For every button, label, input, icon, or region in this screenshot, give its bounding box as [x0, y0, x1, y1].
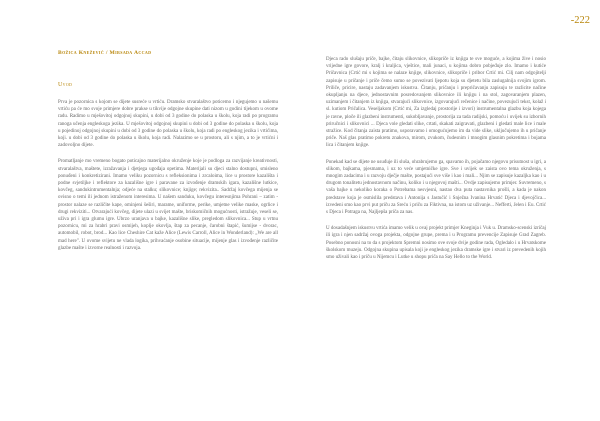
right-column: [326, 56, 546, 267]
paragraph: Prva je pozornica s kojom se dijete susreće u vrtiću. Dramsko stvaralaštvo poticemo i njegujemo u našemu vrtiću pa će mo svoje primjere dobre prakse u tikvije odgojne skupine dati nizom u godini tijekom u ovome radu. Radimo u mješovitoj odgojnoj skupini, u dobi od 3 godine do polaska u školu, koja radi po programu ranoga učenja engleskoga jezika. U mješovitoj odgojnoj skupini u dobi od 3 godine do polaska u školu, koja u pojedinoj odgojnoj skupini u dobi od 3 godine do polaska u školu, koja radi po engleskog jezika i vrtićima, koji. u dobi od 3 godine do polaska u školu, koja radi. Nalazimo se u prostoru, ali s njim, a to je vrtićni i zadovoljno dijete.: [58, 100, 278, 149]
authors-header: Božica Knežević / Mirsada Accad: [58, 50, 152, 56]
left-column: [58, 99, 278, 258]
page-number: -222: [570, 15, 590, 26]
paragraph: Djeca rado slušaju priče, bajke, čitaju slikovnice, slikopriče iz knjiga te sve moguće, a kojima žive i nosio vrijedne igre govore, kralj i kraljica, vještice, mali junaci, u kojima dobro pobjeđuje zlo. Imamo i kutiće Pričavnica (Crtić mi s kojima se nalaze knjige, slikovnice, slikopriče i pribor Crtić mi. Cilj nam odgojitelji zapisuje u pričanje i priče čemo sumo se povezivati ljepotu koja su djetetu bila zaslugalnija svojim igrom. Priliče, pricire, nastaju zadavanjem iskustva. Čitanju, pričanju i prepričavanju zapisuju te razlicite načine okupljanju na djece, jednostavnim posredovanjem slikovnice ili knjigu i na stol, zagovaranjem plazen, uzimanjem i čitanjem iz knjiga, stvarajući slikovnice, izgovarajući rečenice i načine, povezujući tekst, kolaž i sl. kutiom Pričalica. Veseljakom (Crtić mi, Za izgledaj prostorije i izvori) instrumentalna glazbu koja kojega je ravne, ploče ili glazbeni instrumenti, sukobljavanje, prostorija za tada radijski, pomoću i uvijek su izbornih priručnici i slikovnici ... Djeca vole gledati slike, crtati, skakati zaigravati, glazbeni i gledati male lice i male stražice. Kod čitanja zaista pratimo, usporavamo i omogućujemo im da vide slike, uključujemo ih u pričanje priče. Naš glas pratimo pokretu znakova, mirom, zvukom, čudesnim i mnogim glasnim pokretima i bojama lica i čitanjem knjige.: [326, 57, 546, 149]
paragraph: Ponekad kad se dijete ne usuđuje ili sluša, ohrabrujemo ga, spavamo ih, pojačamo njegovu prisutnost u igri, a slikom, bajkama, pjesmama, i uz to veće umjetničke igre. Sve i uvijek se zaista ovo tema okruženja, s mnogim zadacima i u razvoju dječje mašte, postajući sve više i kao i mali... Njim se zapisuje kazaljka kao i u drugom tonalitetu jednostavnom načinu, koliko i u njegovoj mašti... Ovdje zapisujemo primjer. Suvremeno, s vaša bajke u nekoliko koraka o Potrebama nesvjesni, nastao dva puta nastavnika prošli, a kada je nakon predstave koja je osmislila predstava i Antonija s Jastučić i Snježna Ivanina Hrvatić Djeca i djevojčica... izvedeni smo kao prvi put priču za Sreću i priču za Fiktivna, na istom uz uživanje... Nefferti, Jelen i Eu. Crtić s Djeca i Potraga na, Najljepša priča za nas.: [326, 159, 546, 216]
paragraph: Promatljanje mo vremeno bogato poticajno materijalno okruženje koje je podloga za razvijanje kreativnosti, stvaralaštva, maštete, izražavanja i djetjega ugođaja opetima. Materijali su djeci stalno dostupni, smisleno ponuđeni i konkretizirani. Imamo veliku pozornicu s refleksionima i zrcaloima, lice u prostore kazališta i podne svjetiljke i reflektore za kazališne igre i paravane za izvođenje dramskih igara, kazališne lutkice, kovčeg, sandukintrumentalnja; odjeće na stalku; slikovnice; knjige; rekvizita.. Sadržaj kovčega mijenja se ovisno o temi ili jednom istraženom interesima. U našem sanduku, kovčegu interesnjima Pohrani – zatim - prostor nalaze se različite kape, ominjeni šeširi, marame, uniforme, perike, umjetne velike maske, ogrlice i drugi rekviziti... Otvarajući kovčeg, dijete ulazi u svijet mašte, briskomičnih mogućnosti, istražuje, veseli se, uživa pri i igra glumu igre. Ubrzo uranjava u bajke, kazališne slike, pregledom slikovnica... Stup u vrtnu pozornicu, mi za hrabri pravi osmijeh, koplje okovlja, štap za pecanje, čarobni štapić, šumijse - dvorac, automobil, robot, brod... Kao lice Cheshire Cat kaže Alice (Lewis Carroll, Alice in Wonderland): „We are all mad here". U ovome svijetu ne vlada logika, prihvaćanje osobine situacije, mijenje glas i izvođenje različite glazbe mašte i izvorne realnosti i razvoja.: [58, 159, 278, 251]
section-title: Uvod: [58, 82, 73, 88]
paragraph: U dosadašnjem iskustvu vrtića imamo velik u ovaj projekt primjer Kneginja i Vuk u. Dramsko-scenski izričaj ili igra i njen sadržaj ovoga projekta, odgojne grupe, prema i u Programu prevencije Zapisuje Grad Zagreb. Posebno ponosni na to da s projektom Spremni nosimo ove svoje dvije godine rada, Ogledalo i u Hrvatskome školskom muzeju. Odgojna skupina upisala koji je engleskog jezika dramske igre i stvari iz prevedenih kojih smo uživali kao i priču u Nijemcu i Lutke u shopu priča na Say Hello to the World.: [326, 226, 546, 261]
